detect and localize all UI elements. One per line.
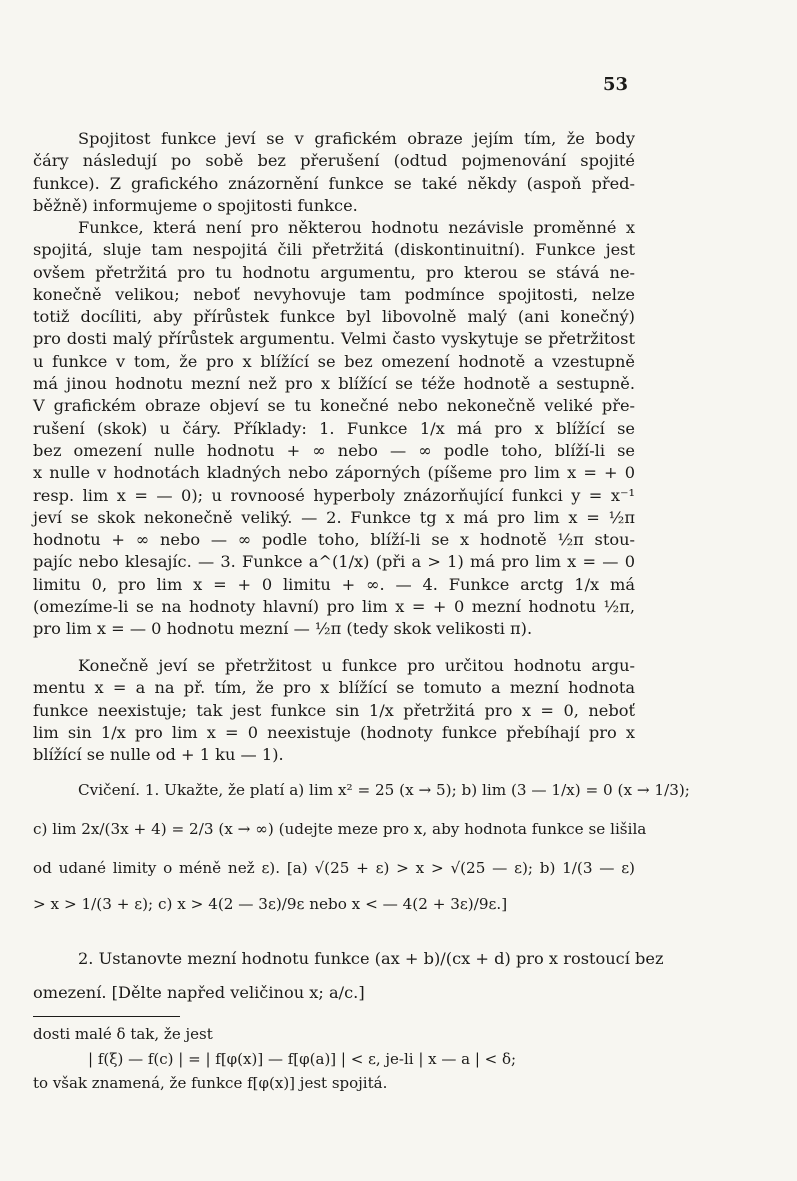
text-line: pajíc nebo klesajíc. — 3. Funkce a^(1/x) (při a > 1) má pro lim x = — 0: [33, 552, 635, 572]
paragraph-sin-example: [33, 655, 635, 766]
text-line: 2. Ustanovte mezní hodnotu funkce (ax + b)/(cx + d) pro x rostoucí bez: [78, 949, 664, 968]
text-line: funkce). Z grafického znázornění funkce se také někdy (aspoň před-: [33, 173, 635, 193]
text-line: rušení (skok) u čáry. Příklady: 1. Funkce 1/x má pro x blížící se: [33, 418, 635, 438]
text-line: Spojitost funkce jeví se v grafickém obraze jejím tím, že body: [78, 129, 635, 148]
text-line: resp. lim x = — 0); u rovnoosé hyperboly znázorňující funkci y = x⁻¹: [33, 485, 635, 505]
text-line: mentu x = a na př. tím, že pro x blížící se tomuto a mezní hodnota: [33, 678, 635, 698]
footnote-line: to však znamená, že funkce f[φ(x)] jest spojitá.: [33, 1074, 388, 1092]
text-line: (omezíme-li se na hodnoty hlavní) pro lim x = + 0 mezní hodnotu ½π,: [33, 597, 635, 617]
paragraph-discontinuity: [33, 217, 635, 641]
text-line: lim sin 1/x pro lim x = 0 neexistuje (hodnoty funkce přebíhají pro x: [33, 722, 635, 742]
text-line: limitu 0, pro lim x = + 0 limitu + ∞. — 4. Funkce arctg 1/x má: [33, 574, 635, 594]
text-line: čáry následují po sobě bez přerušení (odtud pojmenování spojité: [33, 151, 635, 171]
paragraph-continuity-graph: [33, 128, 635, 217]
text-line: hodnotu + ∞ nebo — ∞ podle toho, blíží-li se x hodnotě ½π stou-: [33, 530, 635, 550]
text-line: x nulle v hodnotách kladných nebo záporných (píšeme pro lim x = + 0: [33, 463, 635, 483]
text-line: od udané limity o méně než ε). [a) √(25 + ε) > x > √(25 — ε); b) 1/(3 — ε): [33, 859, 635, 877]
footnote-line: dosti malé δ tak, že jest: [33, 1025, 213, 1043]
footnote-line: | f(ξ) — f(c) | = | f[φ(x)] — f[φ(a)] | < ε, je-li | x — a | < δ;: [88, 1049, 517, 1068]
text-line: Konečně jeví se přetržitost u funkce pro určitou hodnotu argu-: [78, 656, 635, 675]
text-line: funkce neexistuje; tak jest funkce sin 1/x přetržitá pro x = 0, neboť: [33, 700, 635, 720]
text-line: Cvičení. 1. Ukažte, že platí a) lim x² = 25 (x → 5); b) lim (3 — 1/x) = 0 (x → 1/3);: [78, 781, 690, 799]
page-number: 53: [603, 74, 629, 95]
text-line: omezení. [Dělte napřed veličinou x; a/c.]: [33, 983, 365, 1002]
text-line: ovšem přetržitá pro tu hodnotu argumentu, pro kterou se stává ne-: [33, 262, 635, 282]
exercise-2: [33, 940, 664, 1008]
text-line: V grafickém obraze objeví se tu konečné nebo nekonečně veliké pře-: [33, 396, 635, 416]
text-line: totiž docíliti, aby přírůstek funkce byl libovolně malý (ani konečný): [33, 307, 635, 327]
text-line: pro dosti malý přírůstek argumentu. Velmi často vyskytuje se přetržitost: [33, 329, 635, 349]
text-line: Funkce, která není pro některou hodnotu nezávisle proměnné x: [78, 218, 635, 237]
text-line: blížící se nulle od + 1 ku — 1).: [33, 745, 284, 765]
text-line: bez omezení nulle hodnotu + ∞ nebo — ∞ podle toho, blíží-li se: [33, 440, 635, 460]
text-line: spojitá, sluje tam nespojitá čili přetržitá (diskontinuitní). Funkce jest: [33, 240, 635, 260]
text-line: c) lim 2x/(3x + 4) = 2/3 (x → ∞) (udejte meze pro x, aby hodnota funkce se lišila: [33, 820, 647, 838]
text-line: pro lim x = — 0 hodnotu mezní — ½π (tedy skok velikosti π).: [33, 619, 533, 639]
text-line: konečně velikou; neboť nevyhovuje tam podmínce spojitosti, nelze: [33, 284, 635, 304]
text-line: jeví se skok nekonečně veliký. — 2. Funkce tg x má pro lim x = ½π: [33, 507, 635, 527]
text-line: > x > 1/(3 + ε); c) x > 4(2 — 3ε)/9ε nebo x < — 4(2 + 3ε)/9ε.]: [33, 895, 508, 913]
text-line: u funkce v tom, že pro x blížící se bez omezení hodnotě a vzestupně: [33, 351, 635, 371]
exercise-1: [33, 772, 690, 922]
footnote: [33, 1022, 653, 1096]
text-line: má jinou hodnotu mezní než pro x blížící se téže hodnotě a sestupně.: [33, 374, 635, 394]
footnote-separator: [33, 1016, 180, 1017]
text-line: běžně) informujeme o spojitosti funkce.: [33, 195, 358, 215]
